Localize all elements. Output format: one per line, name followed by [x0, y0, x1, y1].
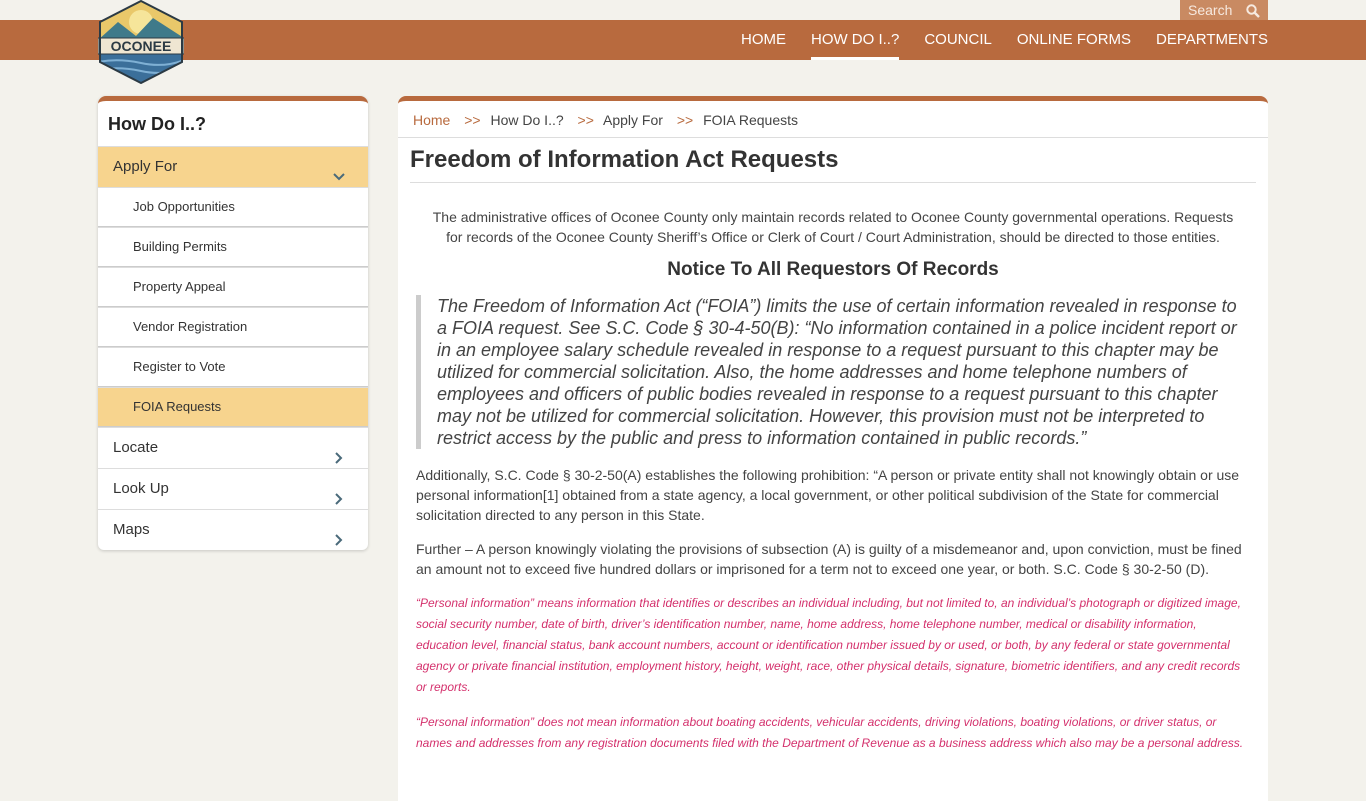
logo-badge-icon — [98, 0, 184, 84]
breadcrumb-how-do-i[interactable]: How Do I..? — [490, 112, 564, 128]
notice-heading: Notice To All Requestors Of Records — [667, 259, 999, 280]
sidebar — [98, 96, 368, 550]
personal-info-exclusion: “Personal information” does not mean information about boating accidents, vehicular accidents, driving violations, boating violations, or driver status, or names and addresses from any registration documents filed with the Department of Revenue as a business address which also may be a personal address. — [416, 715, 1244, 750]
sidebar-item-building-permits[interactable]: Building Permits — [98, 227, 368, 267]
sidebar-title: How Do I..? — [108, 114, 206, 134]
breadcrumb-apply-for[interactable]: Apply For — [603, 112, 663, 128]
breadcrumb — [398, 101, 1268, 138]
sidebar-section-look-up[interactable] — [98, 468, 368, 509]
personal-info-definition: “Personal information” means information that identifies or describes an individual including, but not limited to, an individual’s photograph or digitized image, social security number, date of birth, driver’s identification number, name, home address, home telephone number, medical or disability information, education level, financial status, bank account numbers, account or identification number issued by or used, or both, by any federal or state governmental agency or private financial institution, employment history, height, weight, race, other physical details, signature, biometric identifiers, and any credit records or reports. — [416, 596, 1241, 694]
main-nav — [716, 20, 1268, 60]
foia-quote: The Freedom of Information Act (“FOIA”) limits the use of certain information revealed in response to a FOIA request. See S.C. Code § 30-4-50(B): “No information contained in a police incident report or in an employee salary schedule revealed in response to a request pursuant to this chapter may be utilized for commercial solicitation. Also, the home addresses and home telephone numbers of employees and officers of public bodies revealed in response to a request pursuant to this chapter may not be utilized for commercial solicitation. However, this provision must not be interpreted to restrict access by the public and press to information contained in public records.” — [416, 295, 1250, 449]
penalty-paragraph: Further – A person knowingly violating the provisions of subsection (A) is guilty of a misdemeanor and, upon conviction, must be fined an amount not to exceed five hundred dollars or imprisoned for a term not to exceed one year, or both. S.C. Code § 30-2-50 (D). — [416, 541, 1242, 577]
sidebar-section-apply-for[interactable] — [98, 146, 368, 187]
nav-council[interactable]: COUNCIL — [924, 31, 992, 48]
sidebar-item-vendor-registration[interactable]: Vendor Registration — [98, 307, 368, 347]
sidebar-section-label: Maps — [113, 521, 150, 538]
sidebar-section-label: Locate — [113, 439, 159, 456]
main-content — [398, 96, 1268, 801]
sidebar-section-label: Apply For — [113, 158, 178, 175]
breadcrumb-separator: >> — [464, 112, 481, 128]
county-logo[interactable] — [98, 0, 184, 84]
nav-home[interactable]: HOME — [740, 31, 786, 48]
nav-online-forms[interactable]: ONLINE FORMS — [1016, 31, 1132, 48]
sidebar-item-register-to-vote[interactable]: Register to Vote — [98, 347, 368, 387]
search-label: Search — [1188, 2, 1233, 18]
chevron-right-icon — [332, 523, 346, 563]
breadcrumb-home[interactable]: Home — [413, 112, 451, 128]
nav-departments[interactable]: DEPARTMENTS — [1156, 31, 1268, 48]
prohibition-paragraph: Additionally, S.C. Code § 30-2-50(A) establishes the following prohibition: “A person or private entity shall not knowingly obtain or use personal information[1] obtained from a state agency, a local government, or other political subdivision of the State for commercial solicitation directed to any person in this State. — [416, 467, 1240, 523]
sidebar-section-label: Look Up — [113, 480, 169, 497]
sidebar-item-property-appeal[interactable]: Property Appeal — [98, 267, 368, 307]
sidebar-section-maps[interactable] — [98, 509, 368, 550]
sidebar-item-foia-requests[interactable]: FOIA Requests — [98, 387, 368, 427]
search-button[interactable] — [1180, 0, 1268, 20]
intro-text: The administrative offices of Oconee County only maintain records related to Oconee County governmental operations. Requests for records of the Oconee County Sheriff’s Office or Clerk of Court / Court Administration, should be directed to those entities. — [432, 209, 1234, 245]
breadcrumb-current: FOIA Requests — [703, 112, 799, 128]
breadcrumb-separator: >> — [577, 112, 594, 128]
sidebar-item-job-opportunities[interactable]: Job Opportunities — [98, 187, 368, 227]
sidebar-section-locate[interactable] — [98, 427, 368, 468]
nav-how-do-i[interactable]: HOW DO I..? — [811, 20, 899, 60]
breadcrumb-separator: >> — [676, 112, 694, 128]
svg-text:OCONEE: OCONEE — [110, 38, 172, 54]
chevron-down-icon — [332, 160, 346, 200]
page-title: Freedom of Information Act Requests — [410, 138, 1256, 183]
